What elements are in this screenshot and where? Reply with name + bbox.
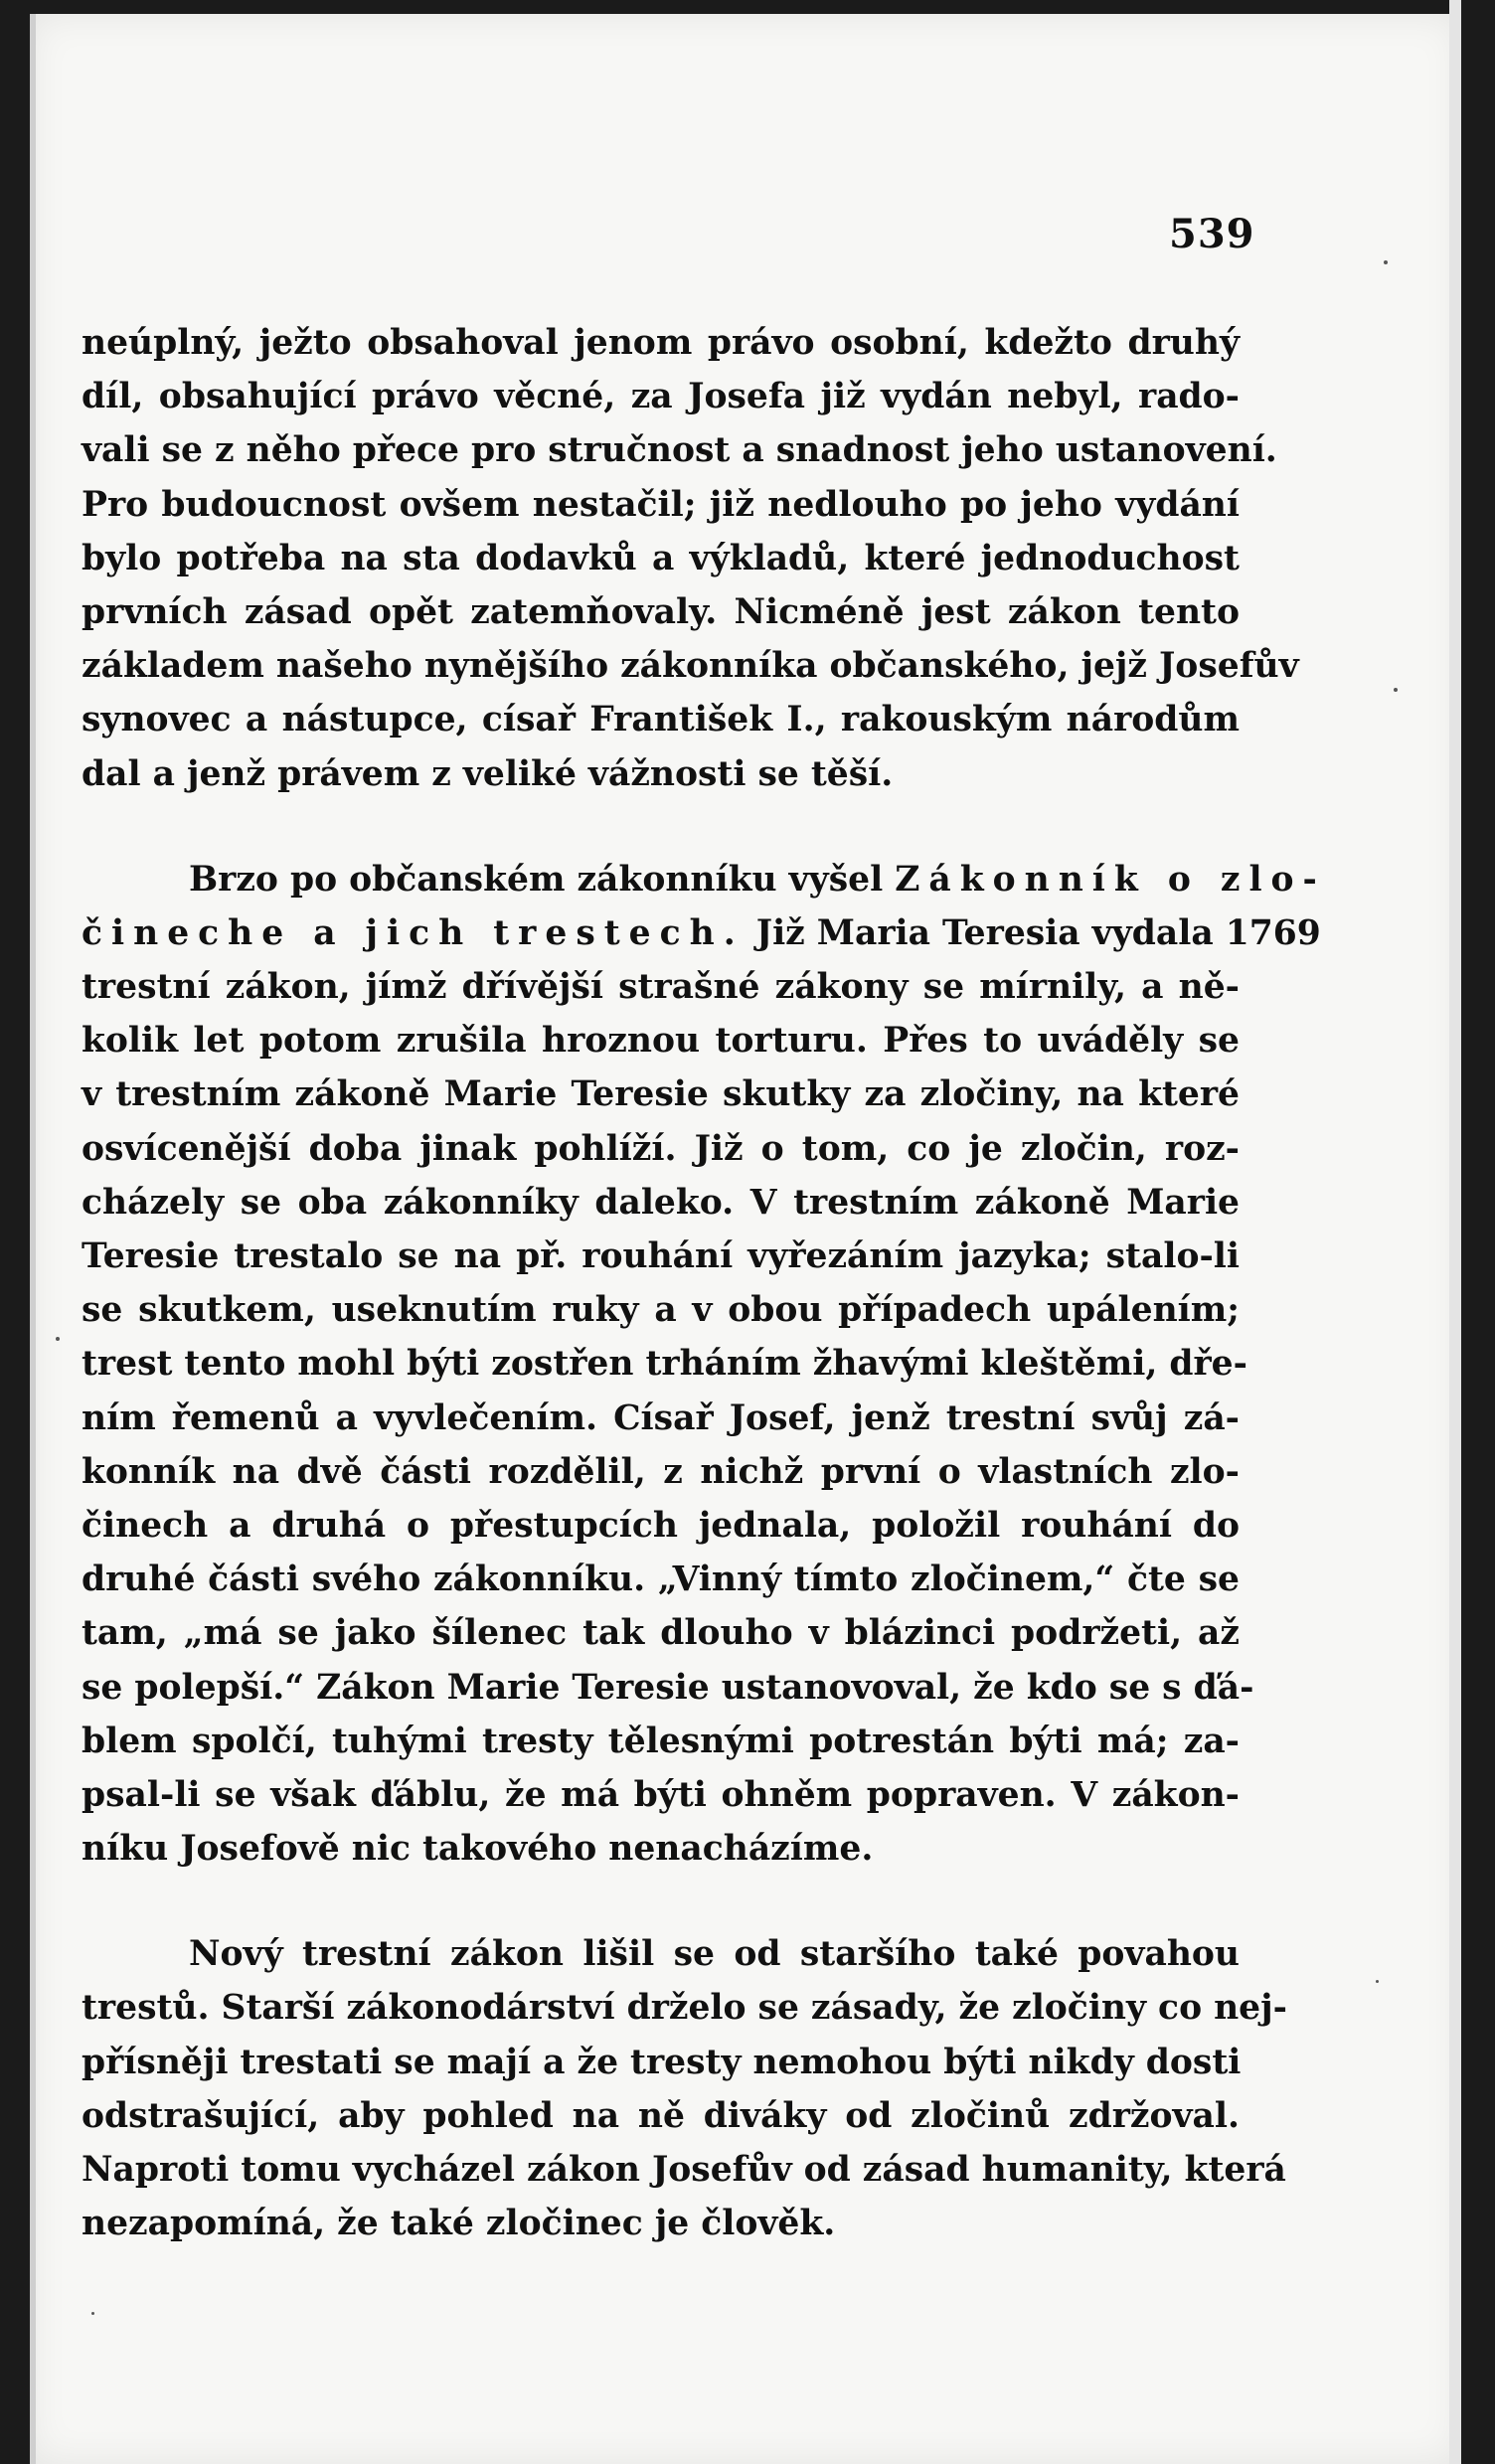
text-line: dal a jenž právem z veliké vážnosti se těší. bbox=[82, 753, 894, 794]
text-line: prvních zásad opět zatemňovaly. Nicméně jest zákon tento bbox=[82, 591, 1240, 632]
text-line: trestní zákon, jímž dřívější strašné zákony se mírnily, a ně- bbox=[82, 967, 1240, 1008]
text-line: přísněji trestati se mají a že tresty nemohou býti nikdy dosti bbox=[82, 2042, 1242, 2082]
paragraph-1 bbox=[82, 316, 1299, 801]
text-line: činech a druhá o přestupcích jednala, položil rouhání do bbox=[82, 1505, 1240, 1546]
text-line: tam, „má se jako šílenec tak dlouho v blázinci podržeti, až bbox=[82, 1613, 1240, 1654]
text-line bbox=[82, 853, 1326, 906]
spaced-title: čineche a jich trestech. bbox=[82, 912, 745, 953]
scan-speck bbox=[56, 1337, 60, 1341]
scan-speck bbox=[1384, 260, 1388, 264]
text-line: cházely se oba zákonníky daleko. V trestním zákoně Marie bbox=[82, 1182, 1240, 1223]
text-line: v trestním zákoně Marie Teresie skutky za zločiny, na které bbox=[82, 1074, 1240, 1115]
scan-speck bbox=[1394, 688, 1398, 692]
text-line: osvícenější doba jinak pohlíží. Již o tom, co je zločin, roz- bbox=[82, 1128, 1240, 1169]
text-line: kolik let potom zrušila hroznou torturu. Přes to uváděly se bbox=[82, 1021, 1240, 1062]
spaced-title: Zákonník o zlo- bbox=[895, 859, 1326, 900]
text-line: vali se z něho přece pro stručnost a snadnost jeho ustanovení. bbox=[82, 430, 1277, 471]
paragraph-2 bbox=[82, 853, 1326, 1877]
line-prefix: Brzo po občanském zákonníku vyšel bbox=[189, 859, 884, 900]
text-line bbox=[82, 906, 1321, 960]
text-line: Naproti tomu vycházel zákon Josefův od zásad humanity, která bbox=[82, 2150, 1286, 2190]
text-line: druhé části svého zákonníku. „Vinný tímto zločinem,“ čte se bbox=[82, 1560, 1240, 1600]
text-line: trest tento mohl býti zostřen trháním žhavými kleštěmi, dře- bbox=[82, 1344, 1247, 1385]
text-line: Pro budoucnost ovšem nestačil; již nedlouho po jeho vydání bbox=[82, 484, 1240, 525]
text-line: nezapomíná, že také zločinec je člověk. bbox=[82, 2204, 836, 2244]
text-line: psal-li se však ďáblu, že má býti ohněm popraven. V zákon- bbox=[82, 1774, 1240, 1815]
text-line: se skutkem, useknutím ruky a v obou případech upálením; bbox=[82, 1290, 1240, 1331]
text-line: Teresie trestalo se na př. rouhání vyřezáním jazyka; stalo-li bbox=[82, 1236, 1240, 1276]
scan-speck bbox=[1376, 1980, 1379, 1983]
paragraph-3 bbox=[82, 1927, 1287, 2250]
page-number: 539 bbox=[1169, 211, 1255, 257]
page-left-edge bbox=[30, 14, 36, 2464]
text-line: díl, obsahující právo věcné, za Josefa již vydán nebyl, rado- bbox=[82, 377, 1240, 417]
text-line: neúplný, ježto obsahoval jenom právo osobní, kdežto druhý bbox=[82, 323, 1240, 363]
text-line: blem spolčí, tuhými tresty tělesnými potrestán býti má; za- bbox=[82, 1721, 1240, 1761]
text-line: synovec a nástupce, císař František I., rakouským národům bbox=[82, 700, 1240, 740]
scan-speck bbox=[91, 2312, 94, 2315]
text-line: Nový trestní zákon lišil se od staršího také povahou bbox=[189, 1934, 1240, 1975]
body-text bbox=[82, 316, 1326, 2250]
text-line: konník na dvě části rozdělil, z nichž první o vlastních zlo- bbox=[82, 1451, 1240, 1492]
text-line: níku Josefově nic takového nenacházíme. bbox=[82, 1829, 874, 1870]
text-line: bylo potřeba na sta dodavků a výkladů, které jednoduchost bbox=[82, 538, 1240, 578]
text-line: ním řemenů a vyvlečením. Císař Josef, jenž trestní svůj zá- bbox=[82, 1397, 1240, 1438]
text-line: odstrašující, aby pohled na ně diváky od zločinů zdržoval. bbox=[82, 2095, 1240, 2136]
text-line: trestů. Starší zákonodárství drželo se zásady, že zločiny co nej- bbox=[82, 1988, 1287, 2029]
line-rest: Již Maria Teresia vydala 1769 bbox=[755, 912, 1321, 953]
page-right-edge bbox=[1449, 0, 1461, 2464]
text-line: základem našeho nynějšího zákonníka občanského, jejž Josefův bbox=[82, 646, 1299, 687]
paragraph-gap bbox=[82, 801, 1240, 853]
paragraph-gap bbox=[82, 1876, 1240, 1927]
text-line: se polepší.“ Zákon Marie Teresie ustanovoval, že kdo se s ďá- bbox=[82, 1667, 1254, 1708]
